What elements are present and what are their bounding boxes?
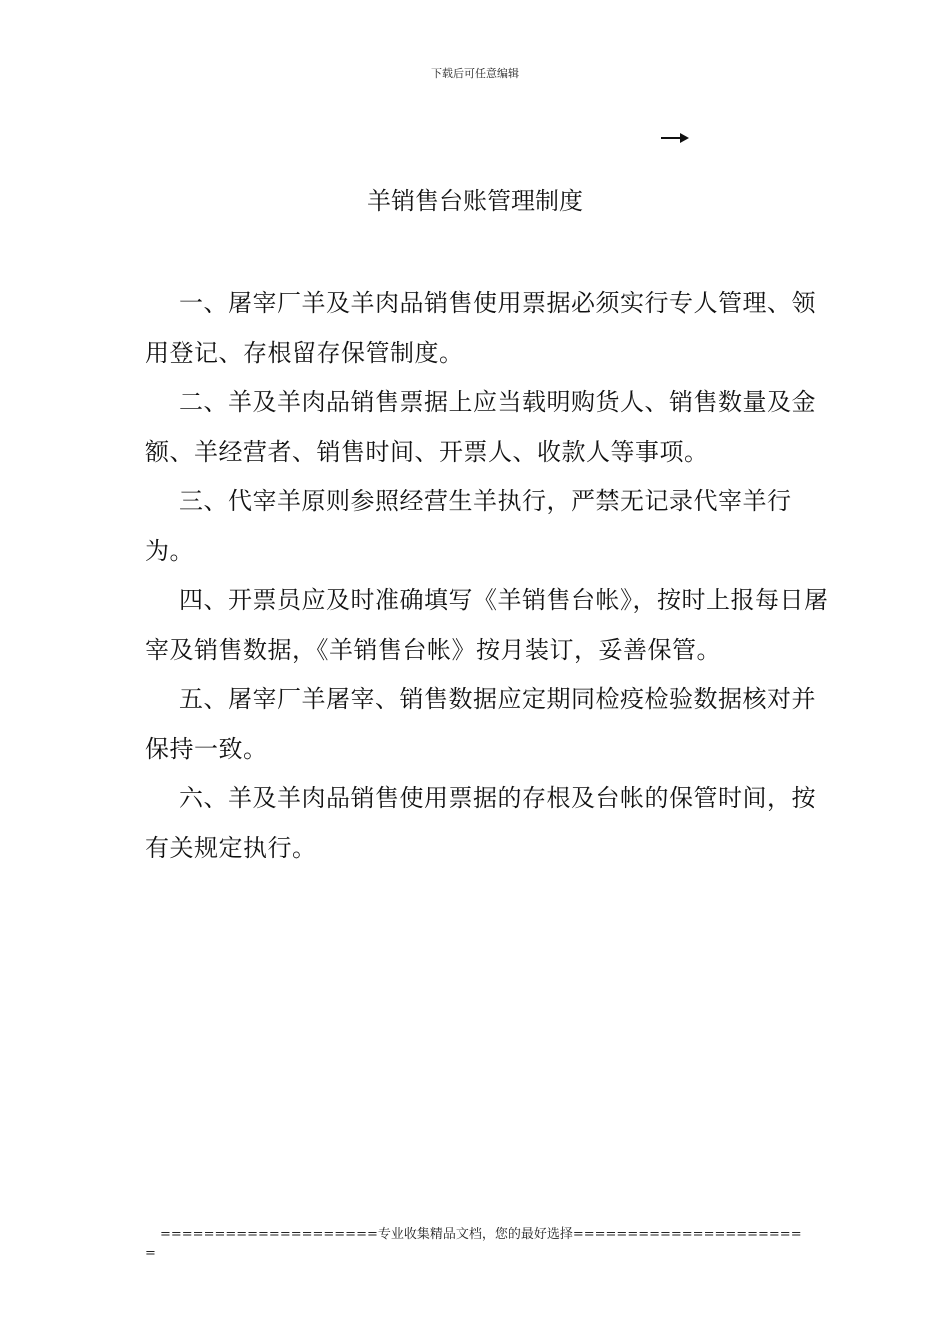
footer-tail: =: [145, 1246, 156, 1261]
document-body: [145, 279, 829, 873]
paragraph-3: 三、代宰羊原则参照经营生羊执行，严禁无记录代宰羊行为。: [145, 487, 792, 565]
paragraph-5: 五、屠宰厂羊屠宰、销售数据应定期同检疫检验数据核对并保持一致。: [145, 685, 816, 763]
header-note: 下载后可任意编辑: [431, 67, 519, 80]
right-arrow-icon: [660, 130, 690, 146]
paragraph-2: 二、羊及羊肉品销售票据上应当载明购货人、销售数量及金额、羊经营者、销售时间、开票人、收款人等事项。: [145, 388, 816, 466]
paragraph-6: 六、羊及羊肉品销售使用票据的存根及台帐的保管时间，按有关规定执行。: [145, 784, 816, 862]
paragraph-4: 四、开票员应及时准确填写《羊销售台帐》，按时上报每日屠宰及销售数据，《羊销售台帐》按月装订，妥善保管。: [145, 586, 829, 664]
paragraph-1: 一、屠宰厂羊及羊肉品销售使用票据必须实行专人管理、领用登记、存根留存保管制度。: [145, 289, 816, 367]
footer-line: ====================专业收集精品文档，您的最好选择=====================: [160, 1227, 802, 1242]
document-title: 羊销售台账管理制度: [367, 187, 583, 215]
